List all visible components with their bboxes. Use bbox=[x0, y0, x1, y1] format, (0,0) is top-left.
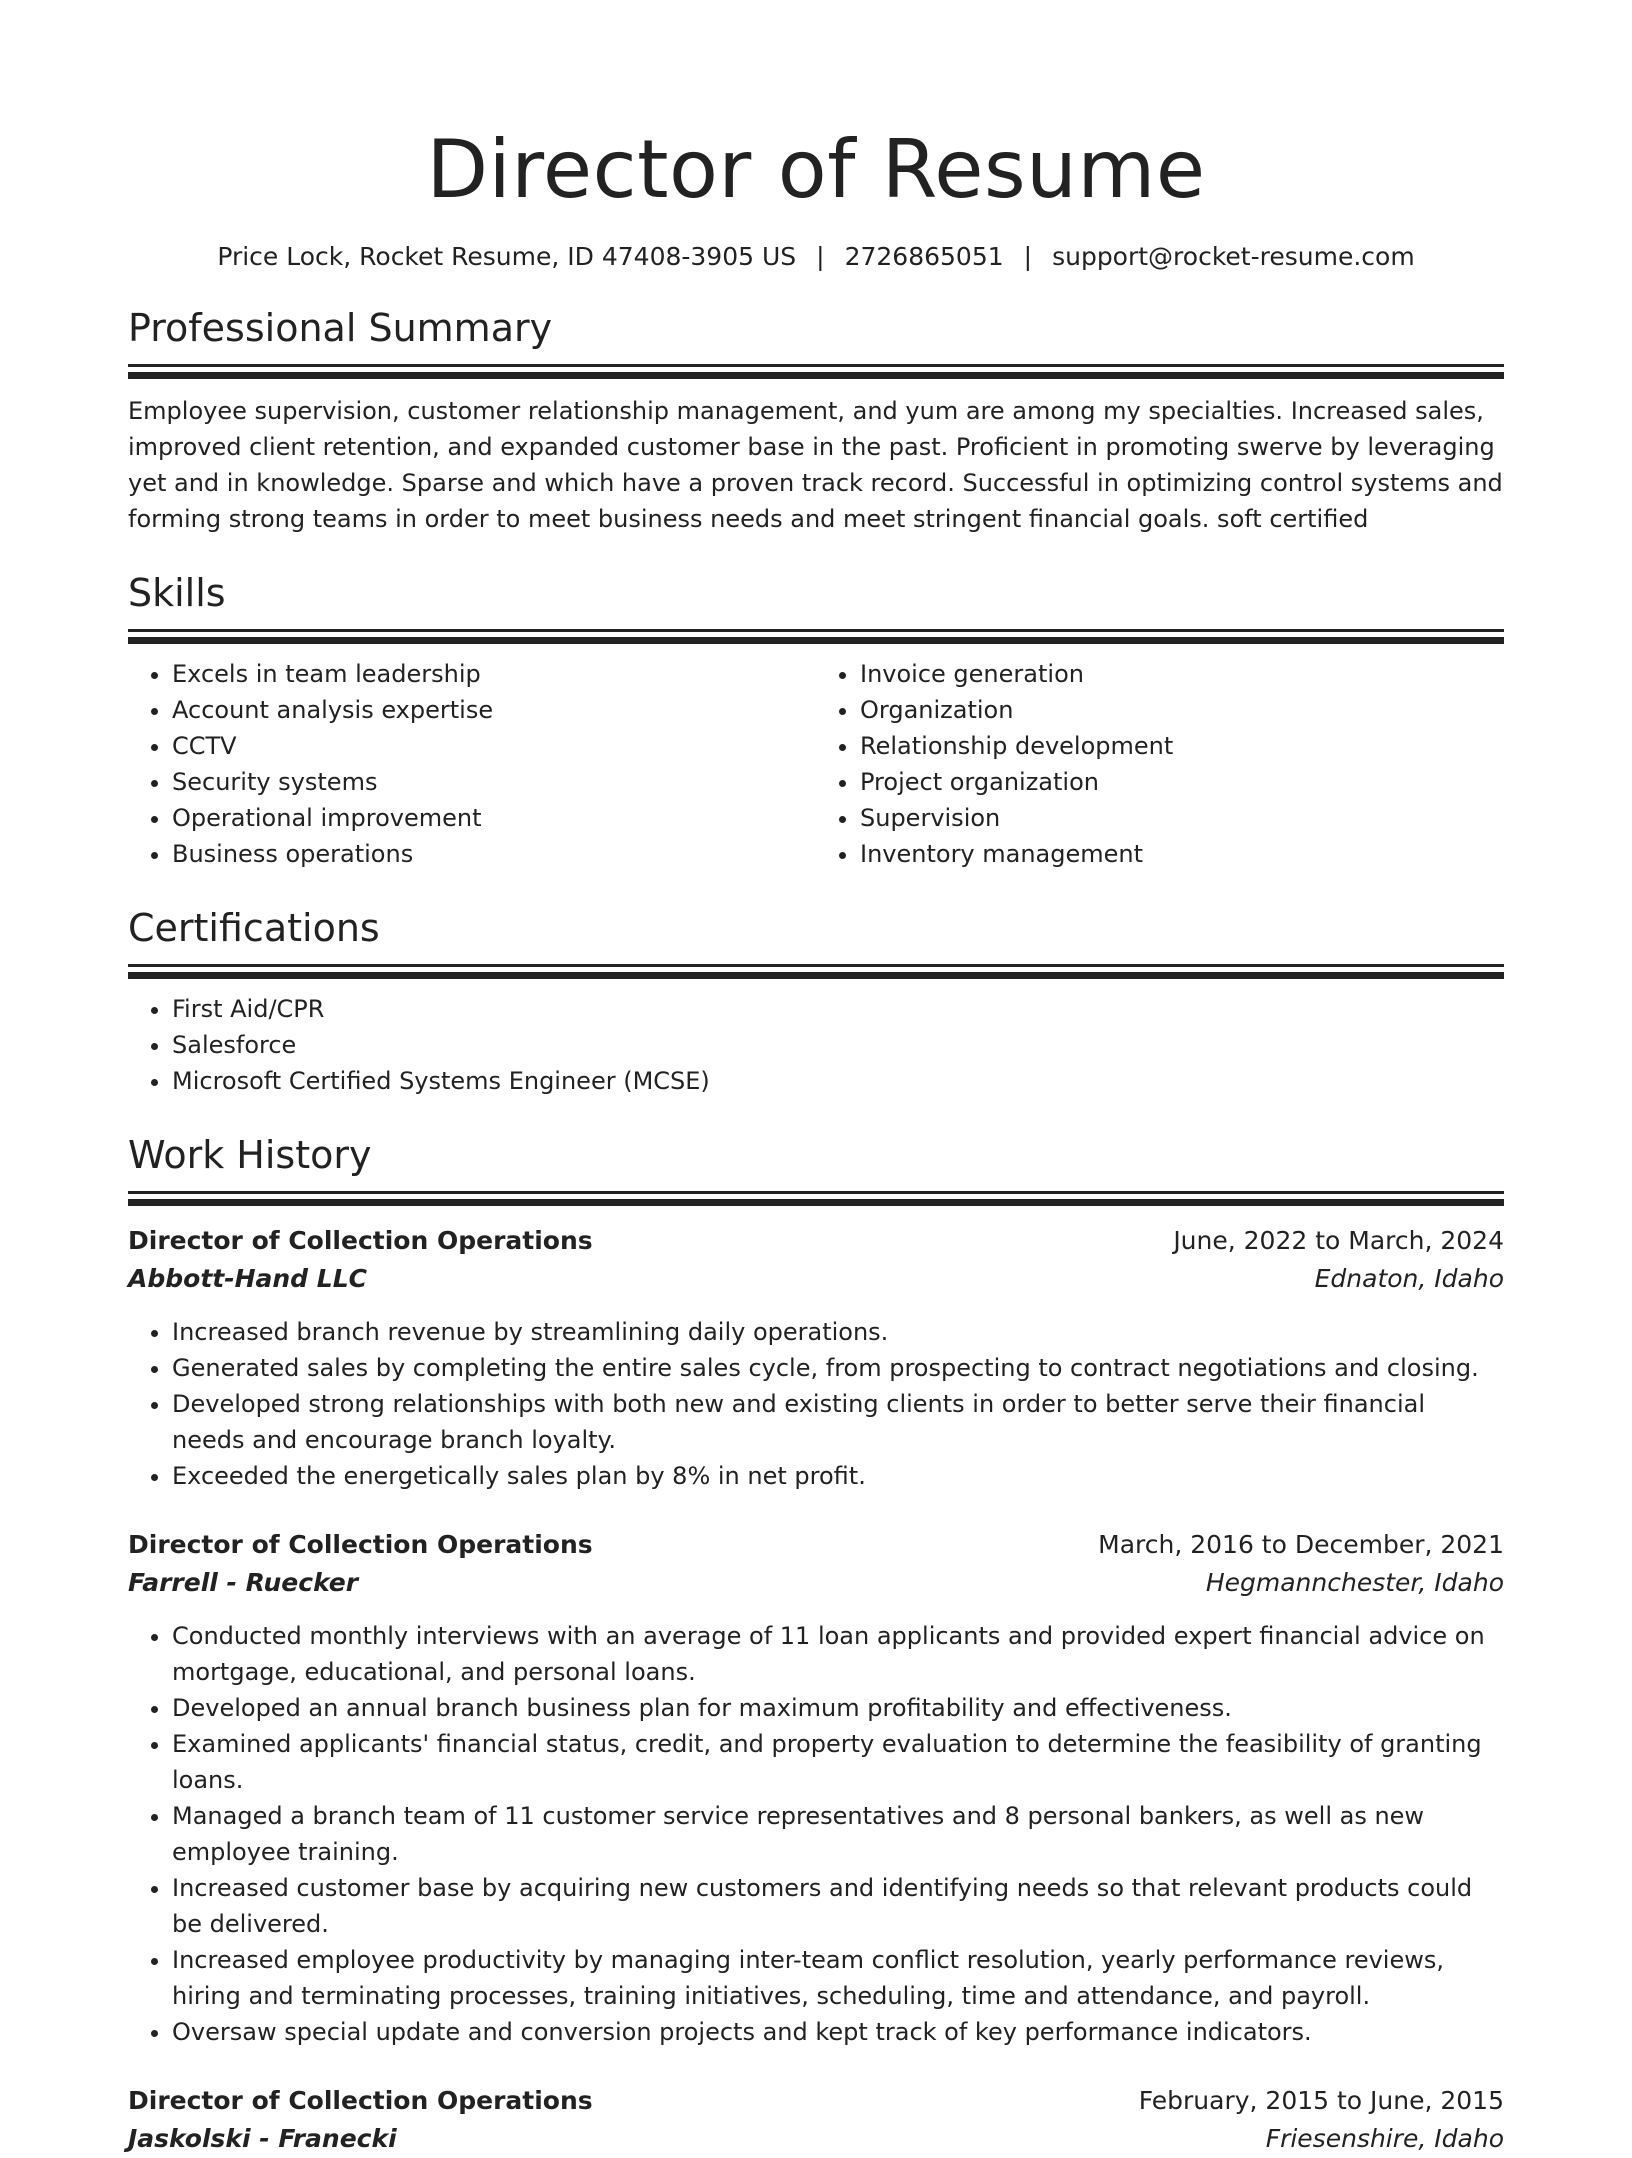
section-rule bbox=[128, 1191, 1504, 1194]
job-subheader bbox=[128, 1564, 1504, 1602]
job-company: Farrell - Ruecker bbox=[128, 1568, 359, 1597]
job-subheader bbox=[128, 2120, 1504, 2158]
skill-item: • Account analysis expertise bbox=[172, 692, 816, 728]
job-bullet: • Developed strong relationships with both new and existing clients in order to better serve their financial needs and encourage branch loyalty. bbox=[172, 1386, 1504, 1458]
job-title: Director of Collection Operations bbox=[128, 1226, 593, 1255]
job-location: Ednaton, Idaho bbox=[1314, 1264, 1504, 1293]
job-location: Friesenshire, Idaho bbox=[1265, 2124, 1504, 2153]
job-subheader bbox=[128, 1260, 1504, 1298]
certifications-list bbox=[128, 991, 1504, 1099]
section-title-summary: Professional Summary bbox=[128, 306, 553, 350]
job-company: Abbott-Hand LLC bbox=[128, 1264, 367, 1293]
job-bullet: • Managed a branch team of 11 customer service representatives and 8 personal bankers, as well as new employee training. bbox=[172, 1798, 1504, 1870]
skill-item: • Security systems bbox=[172, 764, 816, 800]
job-bullet: • Generated sales by completing the entire sales cycle, from prospecting to contract negotiations and closing. bbox=[172, 1350, 1504, 1386]
job-dates: June, 2022 to March, 2024 bbox=[1173, 1226, 1504, 1255]
job-title: Director of Collection Operations bbox=[128, 2086, 593, 2115]
section-rule bbox=[128, 629, 1504, 632]
skills-list-left bbox=[128, 656, 816, 872]
job-title: Director of Collection Operations bbox=[128, 1530, 593, 1559]
certification-item: • Salesforce bbox=[172, 1027, 1504, 1063]
job-header bbox=[128, 1526, 1504, 1564]
skill-item: • Business operations bbox=[172, 836, 816, 872]
job-dates: February, 2015 to June, 2015 bbox=[1138, 2086, 1504, 2115]
certifications-section bbox=[128, 904, 1504, 1099]
section-title-skills: Skills bbox=[128, 571, 226, 615]
skills-columns bbox=[128, 656, 1504, 872]
job-bullets bbox=[128, 1618, 1504, 2050]
skill-item: • Inventory management bbox=[860, 836, 1504, 872]
job-entry bbox=[128, 1526, 1504, 2050]
contact-separator: | bbox=[1023, 242, 1033, 271]
job-bullets bbox=[128, 1314, 1504, 1494]
certification-item: • First Aid/CPR bbox=[172, 991, 1504, 1027]
job-bullet: • Conducted monthly interviews with an average of 11 loan applicants and provided expert financial advice on mortgage, educational, and personal loans. bbox=[172, 1618, 1504, 1690]
skill-item: • Relationship development bbox=[860, 728, 1504, 764]
job-header bbox=[128, 2082, 1504, 2120]
section-rule bbox=[128, 964, 1504, 967]
job-bullet: • Examined applicants' financial status, credit, and property evaluation to determine the feasibility of granting loans. bbox=[172, 1726, 1504, 1798]
job-entry bbox=[128, 1222, 1504, 1494]
summary-section bbox=[128, 304, 1504, 537]
job-header bbox=[128, 1222, 1504, 1260]
certification-item: • Microsoft Certified Systems Engineer (MCSE) bbox=[172, 1063, 1504, 1099]
summary-text: Employee supervision, customer relationship management, and yum are among my specialties. Increased sales, improved client retention, and expanded customer base in the past. Proficient in promoting swerve by leveraging yet and in knowledge. Sparse and which have a proven track record. Successful in optimizing control systems and forming strong teams in order to meet business needs and meet stringent financial goals. soft certified bbox=[128, 397, 1503, 533]
section-rule bbox=[128, 364, 1504, 367]
section-rule-thick bbox=[128, 372, 1504, 379]
skill-item: • Operational improvement bbox=[172, 800, 816, 836]
skill-item: • Project organization bbox=[860, 764, 1504, 800]
contact-address: Price Lock, Rocket Resume, ID 47408-3905 US bbox=[217, 242, 797, 271]
skill-item: • CCTV bbox=[172, 728, 816, 764]
work-history-section bbox=[128, 1131, 1504, 2158]
skill-item: • Supervision bbox=[860, 800, 1504, 836]
job-bullet: • Increased employee productivity by managing inter-team conflict resolution, yearly performance reviews, hiring and terminating processes, training initiatives, scheduling, time and attendance, and payroll. bbox=[172, 1942, 1504, 2014]
skill-item: • Organization bbox=[860, 692, 1504, 728]
contact-phone: 2726865051 bbox=[844, 242, 1004, 271]
section-rule-thick bbox=[128, 972, 1504, 979]
job-company: Jaskolski - Franecki bbox=[128, 2124, 397, 2153]
section-title-certifications: Certifications bbox=[128, 906, 380, 950]
job-bullet: • Exceeded the energetically sales plan by 8% in net profit. bbox=[172, 1458, 1504, 1494]
job-bullet: • Developed an annual branch business plan for maximum profitability and effectiveness. bbox=[172, 1690, 1504, 1726]
section-rule-thick bbox=[128, 1199, 1504, 1206]
job-bullet: • Oversaw special update and conversion projects and kept track of key performance indicators. bbox=[172, 2014, 1504, 2050]
resume-name: Director of Resume bbox=[426, 123, 1206, 216]
skills-section bbox=[128, 569, 1504, 872]
contact-separator: | bbox=[816, 242, 825, 271]
job-location: Hegmannchester, Idaho bbox=[1205, 1568, 1504, 1597]
section-title-work-history: Work History bbox=[128, 1133, 372, 1177]
job-bullet: • Increased branch revenue by streamlining daily operations. bbox=[172, 1314, 1504, 1350]
job-bullet: • Increased customer base by acquiring new customers and identifying needs so that relevant products could be delivered. bbox=[172, 1870, 1504, 1942]
skills-list-right bbox=[816, 656, 1504, 872]
skill-item: • Excels in team leadership bbox=[172, 656, 816, 692]
section-rule-thick bbox=[128, 637, 1504, 644]
job-entry bbox=[128, 2082, 1504, 2158]
contact-line bbox=[128, 240, 1504, 274]
skill-item: • Invoice generation bbox=[860, 656, 1504, 692]
contact-email: support@rocket-resume.com bbox=[1052, 242, 1415, 271]
job-dates: March, 2016 to December, 2021 bbox=[1098, 1530, 1504, 1559]
